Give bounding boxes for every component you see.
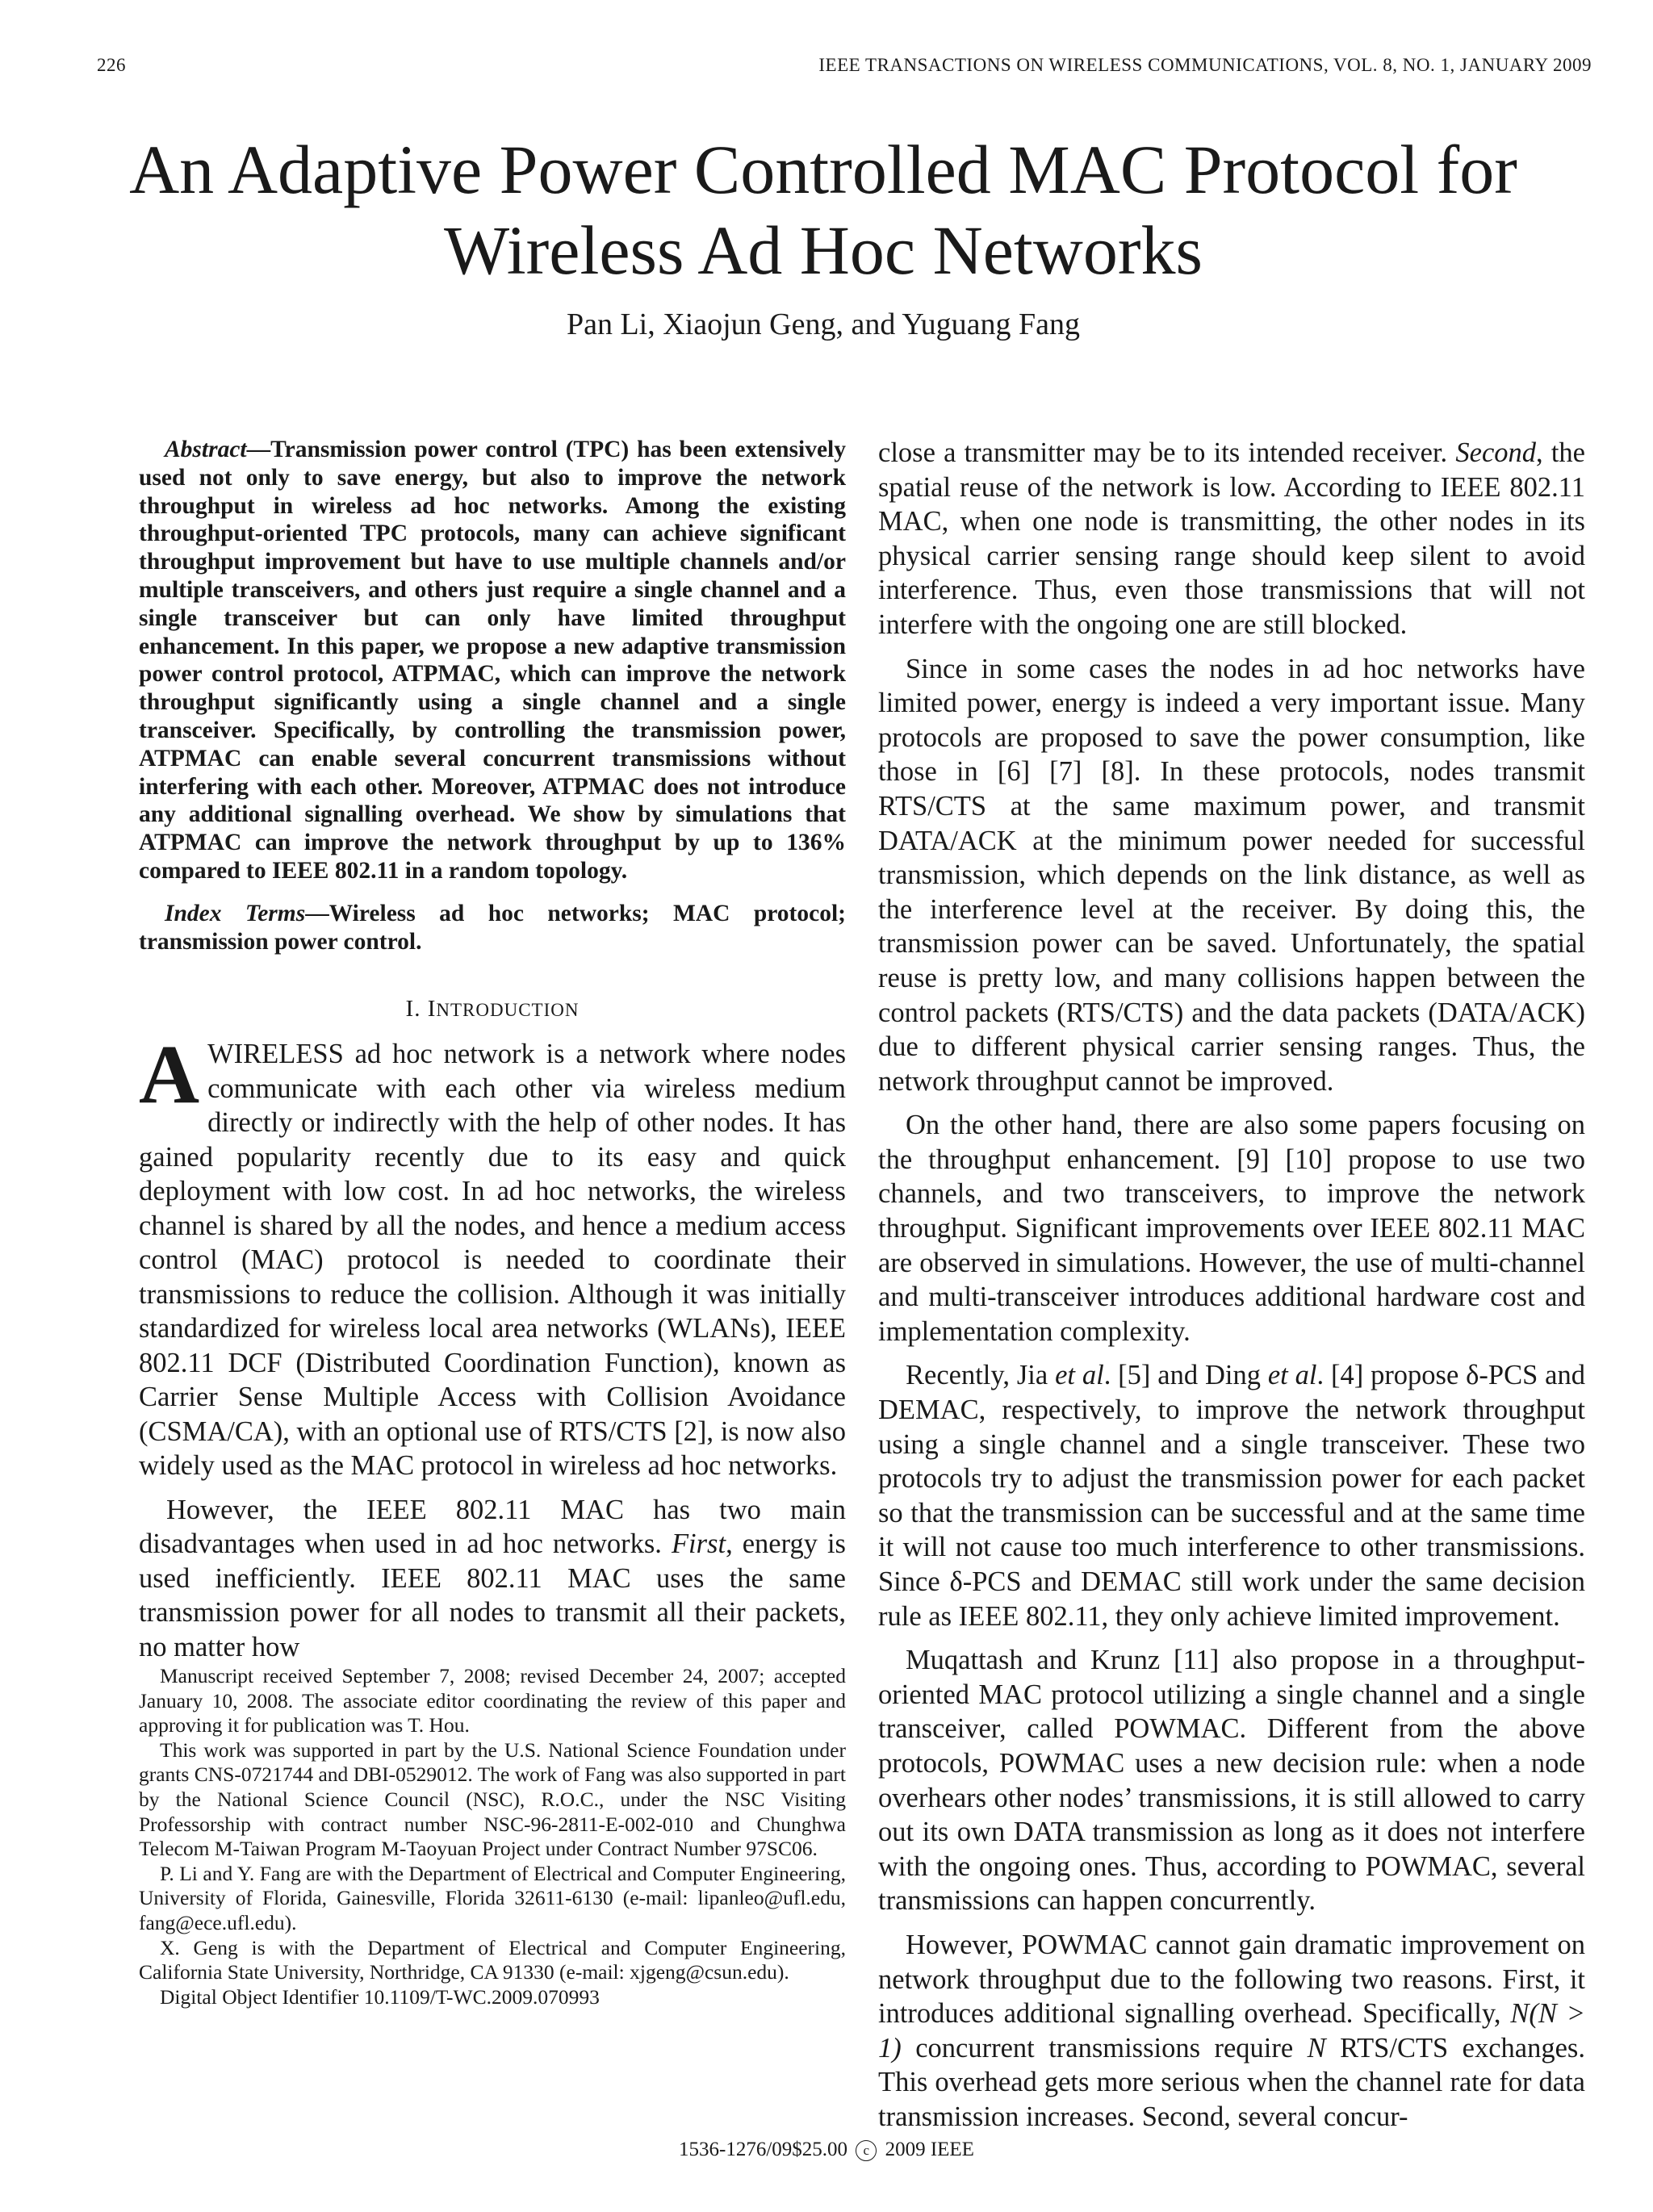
intro-p2-first: First bbox=[671, 1528, 726, 1560]
right-paragraph-2: Since in some cases the nodes in ad hoc networks have limited power, energy is indeed a very important issue. Many protocols are proposed to save the power consumption, like those in [6] [7] [8]. In these protocols, nodes transmit RTS/CTS at the same maximum power, and transmit DATA/ACK at the minimum power needed for successful transmission, which depends on the link distance, as well as the interference level at the receiver. By doing this, the transmission power can be saved. Unfortunately, the spatial reuse is pretty low, and many collisions happen between the control packets (RTS/CTS) and the data packets (DATA/ACK) due to different physical carrier sensing ranges. Thus, the network throughput cannot be improved. bbox=[878, 653, 1585, 1097]
intro-p2-a: However, the IEEE 802.11 MAC has two main disadvantages when used in ad hoc networks. bbox=[139, 1494, 846, 1560]
footnote-manuscript: Manuscript received September 7, 2008; revised December 24, 2007; accepted January 10, 2008. The associate editor coordinating the review of this paper and approving it for publication was T. Hou. bbox=[139, 1664, 846, 1737]
right-p4-etal-2: et al bbox=[1267, 1360, 1317, 1391]
footer-copyright: 2009 IEEE bbox=[885, 2139, 974, 2160]
right-paragraph-5: Muqattash and Krunz [11] also propose in a throughput-oriented MAC protocol utilizing a single channel and a single transceiver, called POWMAC. Different from the above protocols, POWMAC uses a new decision rule: when a node overhears other nodes’ transmissions, it is still allowed to carry out its own DATA transmission as long as it does not interfere with the ongoing ones. Thus, according to POWMAC, several transmissions can happen concurrently. bbox=[878, 1645, 1585, 1917]
right-p6-c: RTS/CTS exchanges. This overhead gets more serious when the channel rate for data transmission increases. Second, several concur- bbox=[878, 2032, 1585, 2132]
right-p4-c: . [4] propose δ-PCS and DEMAC, respectively, to improve the network throughput using a single channel and a single transceiver. These two protocols try to adjust the transmission power for each packet so that the transmission can be successful and at the same time it will not cause too much interference to other transmissions. Since δ-PCS and DEMAC still work under the same decision rule as IEEE 802.11, they only achieve limited improvement. bbox=[878, 1360, 1585, 1632]
intro-paragraph-2 bbox=[139, 1493, 846, 1665]
right-p4-b: . [5] and Ding bbox=[1103, 1360, 1268, 1391]
copyright-icon: c bbox=[856, 2140, 877, 2161]
right-p1-second: Second bbox=[1455, 437, 1537, 468]
section-numeral: I. I bbox=[405, 996, 437, 1022]
index-terms-text: —Wireless ad hoc networks; MAC protocol; transmission power control. bbox=[139, 900, 846, 955]
footer-price: 1536-1276/09$25.00 bbox=[679, 2139, 848, 2160]
section-heading-introduction bbox=[139, 996, 846, 1022]
abstract bbox=[139, 436, 846, 885]
right-paragraph-1 bbox=[878, 436, 1585, 642]
abstract-label: Abstract bbox=[165, 437, 247, 462]
footnote-funding: This work was supported in part by the U.S. National Science Foundation under grants CNS-0721744 and DBI-0529012. The work of Fang was also supported in part by the National Science Council (NSC), R.O.C., under the NSC Visiting Professorship with contract number NSC-96-2811-E-002-010 and Chunghwa Telecom M-Taiwan Program M-Taoyuan Project under Contract Number 97SC06. bbox=[139, 1737, 846, 1861]
paper-title bbox=[48, 129, 1598, 291]
drop-cap: A bbox=[139, 1028, 200, 1122]
intro-paragraph-1-text: WIRELESS ad hoc network is a network where nodes communicate with each other via wireless medium directly or indirectly with the help of other nodes. It has gained popularity recently due to its easy and quick deployment with low cost. In ad hoc networks, the wireless channel is shared by all the nodes, and hence a medium access control (MAC) protocol is needed to coordinate their transmissions to reduce the collision. Although it was initially standardized for wireless local area networks (WLANs), IEEE 802.11 DCF (Distributed Coordination Function), known as Carrier Sense Multiple Access with Collision Avoidance (CSMA/CA), with an optional use of RTS/CTS [2], is now also widely used as the MAC protocol in wireless ad hoc networks. bbox=[139, 1039, 846, 1482]
intro-paragraph-1 bbox=[139, 1028, 846, 1483]
title-line-2: Wireless Ad Hoc Networks bbox=[444, 211, 1203, 289]
right-p1-b: , the spatial reuse of the network is low. According to IEEE 802.11 MAC, when one node is transmitting, the other nodes in its physical carrier sensing range should keep silent to avoid interference. Thus, even those transmissions that will not interfere with the ongoing one are still blocked. bbox=[878, 437, 1585, 640]
title-line-1: An Adaptive Power Controlled MAC Protocol for bbox=[129, 131, 1517, 208]
right-p6-a: However, POWMAC cannot gain dramatic improvement on network throughput due to the following two reasons. First, it introduces additional signalling overhead. Specifically, bbox=[878, 1929, 1585, 2030]
footnote-affiliation-geng: X. Geng is with the Department of Electrical and Computer Engineering, California State University, Northridge, CA 91330 (e-mail: xjgeng@csun.edu). bbox=[139, 1935, 846, 1984]
index-terms-label: Index Terms bbox=[165, 900, 306, 926]
page-footer bbox=[0, 2139, 1653, 2161]
section-title-rest: NTRODUCTION bbox=[436, 1000, 580, 1021]
right-paragraph-3: On the other hand, there are also some papers focusing on the throughput enhancement. [9] [10] propose to use two channels, and two transceivers, to improve the network throughput. Significant improvements over IEEE 802.11 MAC are observed in simulations. However, the use of multi-channel and multi-transceiver introduces additional hardware cost and implementation complexity. bbox=[878, 1110, 1585, 1347]
right-p4-a: Recently, Jia bbox=[906, 1360, 1056, 1391]
abstract-text: —Transmission power control (TPC) has been extensively used not only to save energy, but also to improve the network throughput in wireless ad hoc networks. Among the existing throughput-oriented TPC protocols, many can achieve significant throughput improvement but have to use multiple channels and/or multiple transceivers, and others just require a single channel and a single transceiver but can only have limited throughput enhancement. In this paper, we propose a new adaptive transmission power control protocol, ATPMAC, which can improve the network throughput significantly using a single channel and a single transceiver. Specifically, by controlling the transmission power, ATPMAC can enable several concurrent transmissions without interfering with each other. Moreover, ATPMAC does not introduce any additional signalling overhead. We show by simulations that ATPMAC can improve the network throughput by up to 136% compared to IEEE 802.11 in a random topology. bbox=[139, 437, 846, 884]
right-p1-a: close a transmitter may be to its intended receiver. bbox=[878, 437, 1456, 468]
authors: Pan Li, Xiaojun Geng, and Yuguang Fang bbox=[566, 307, 1081, 341]
left-column bbox=[139, 436, 846, 1664]
journal-info: IEEE TRANSACTIONS ON WIRELESS COMMUNICATIONS, VOL. 8, NO. 1, JANUARY 2009 bbox=[818, 55, 1592, 75]
footnotes bbox=[139, 1664, 846, 2009]
footnote-doi: Digital Object Identifier 10.1109/T-WC.2009.070993 bbox=[160, 1984, 600, 2009]
page-number: 226 bbox=[97, 55, 126, 75]
right-p6-math: N(N > 1) bbox=[878, 1998, 1585, 2064]
right-p6-n: N bbox=[1307, 2032, 1326, 2064]
intro-p2-b: , energy is used inefficiently. IEEE 802.11 MAC uses the same transmission power for all nodes to transmit all their packets, no matter how bbox=[139, 1528, 846, 1662]
right-p6-b: concurrent transmissions require bbox=[901, 2032, 1308, 2064]
footnote-affiliation-li-fang: P. Li and Y. Fang are with the Department of Electrical and Computer Engineering, University of Florida, Gainesville, Florida 32611-6130 (e-mail: lipanleo@ufl.edu, fang@ece.ufl.edu). bbox=[139, 1861, 846, 1934]
right-p4-etal-1: et al bbox=[1055, 1360, 1104, 1391]
right-paragraph-6 bbox=[878, 1928, 1585, 2135]
running-header bbox=[0, 55, 1653, 87]
right-column bbox=[878, 436, 1585, 2135]
right-paragraph-4 bbox=[878, 1358, 1585, 1633]
index-terms bbox=[139, 900, 846, 956]
